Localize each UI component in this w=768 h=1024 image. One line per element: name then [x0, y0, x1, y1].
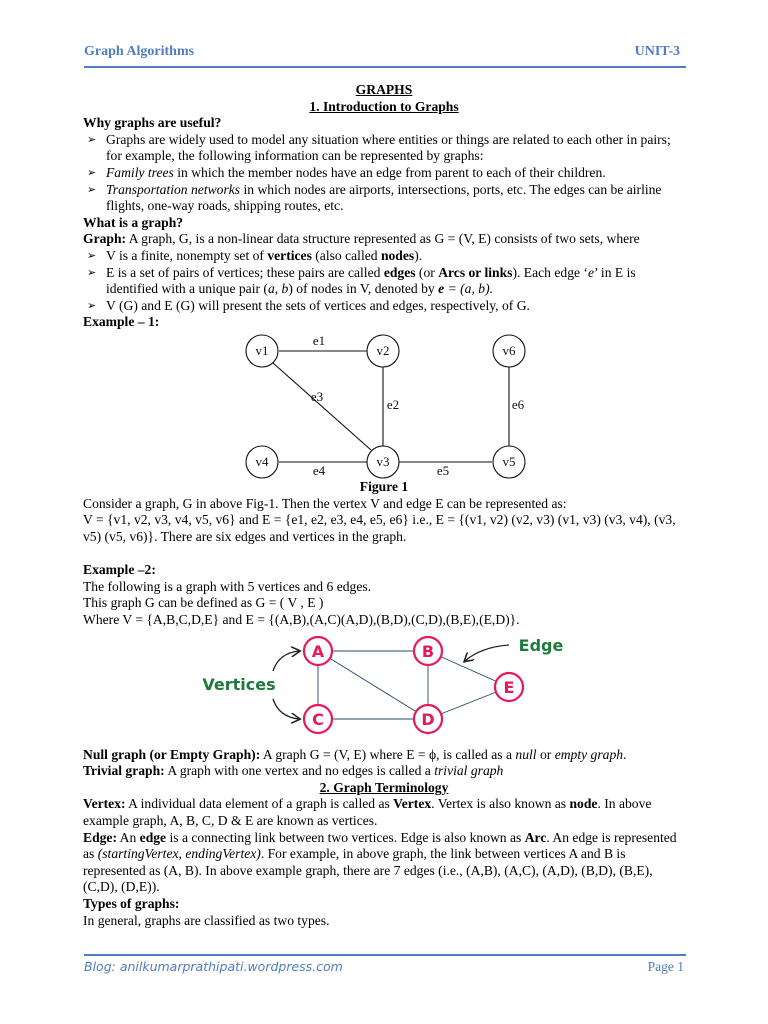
t: Vertex — [393, 796, 432, 812]
t: , — [471, 281, 479, 297]
t: nodes — [380, 247, 415, 263]
why-bullet-3 — [83, 182, 685, 215]
t: vertices — [267, 247, 312, 263]
t: e — [587, 264, 594, 280]
node-label: v2 — [376, 342, 390, 358]
node-label: v3 — [376, 453, 390, 469]
t: (or — [415, 264, 439, 280]
t: V is a finite, nonempty set of — [106, 247, 268, 263]
example-1-heading: Example – 1: — [83, 314, 160, 330]
edge-e3 — [273, 363, 371, 450]
figure-1-caption: Figure 1 — [359, 478, 409, 494]
arrow-bullet-icon: ➢ — [87, 182, 97, 196]
edge-label: e4 — [312, 462, 326, 478]
graph-definition-text: A graph, G, is a non-linear data structure represented as G = (V, E) consists of two sets, where — [126, 231, 640, 247]
t: ). — [414, 247, 423, 263]
node-label: v1 — [255, 342, 269, 358]
t: Arc — [524, 829, 547, 845]
types-text: In general, graphs are classified as two types. — [83, 912, 330, 928]
vertex-definition — [83, 796, 685, 829]
section-terminology-heading: 2. Graph Terminology — [319, 779, 449, 795]
arrow-bullet-icon: ➢ — [87, 248, 97, 262]
t: ). — [485, 281, 493, 297]
t: . For example, in above graph, the link between vertices A and B is represented as (A, B). In above example graph, there are 7 edges (i.e., (A,B), (A,C), (A,D), (B,D), (B,E), (C,D), (D,E)). — [83, 846, 653, 895]
arrow-to-a-icon — [273, 651, 299, 671]
trivial-graph-def — [83, 763, 685, 780]
page-title: GRAPHS — [355, 82, 413, 97]
figure-2-graph — [83, 633, 685, 741]
t: e — [438, 281, 445, 297]
t: edges — [383, 264, 416, 280]
example-2-line-2: This graph G can be defined as G = ( V , E ) — [83, 595, 324, 611]
header-title: Graph Algorithms — [84, 44, 195, 59]
t: Trivial graph: — [83, 763, 165, 779]
t: (startingVertex, endingVertex) — [97, 846, 261, 862]
t: Edge: — [83, 829, 117, 845]
phi-symbol: ϕ — [428, 746, 437, 762]
t: a — [267, 281, 275, 297]
t: or — [536, 746, 555, 762]
edge-label: e1 — [312, 332, 326, 348]
t: a — [464, 281, 472, 297]
node-label: v6 — [502, 342, 516, 358]
node-label: B — [421, 641, 435, 661]
graph-label: Graph: — [83, 231, 127, 247]
def-bullet-1 — [83, 248, 685, 265]
t: node — [569, 796, 598, 812]
arrow-to-c-icon — [273, 699, 299, 719]
edge-ad — [318, 651, 428, 719]
t: E is a set of pairs of vertices; these pairs are called — [106, 264, 384, 280]
footer-page-number: Page 1 — [647, 959, 684, 974]
node-label: v4 — [255, 453, 269, 469]
node-label: C — [312, 709, 324, 729]
arrow-bullet-icon: ➢ — [87, 132, 97, 146]
why-bullet-1 — [83, 132, 685, 165]
edge-label: e5 — [436, 462, 450, 478]
t: Arcs or links — [438, 264, 513, 280]
example-2-line-1: The following is a graph with 5 vertices and 6 edges. — [83, 578, 372, 594]
t: A graph G = (V, E) where E = — [260, 746, 429, 762]
spacer — [83, 545, 685, 562]
what-heading: What is a graph? — [83, 214, 184, 230]
vertices-label: Vertices — [202, 674, 276, 694]
t: V (G) and E (G) will present the sets of vertices and edges, respectively, of G. — [106, 297, 530, 313]
footer-blog: Blog: anilkumarprathipati.wordpress.com — [84, 959, 343, 974]
section-intro-heading: 1. Introduction to Graphs — [309, 98, 459, 114]
t: (also called — [311, 247, 381, 263]
t: = ( — [444, 281, 465, 297]
node-label: v5 — [502, 453, 516, 469]
family-trees-term: Family trees — [106, 164, 174, 180]
def-bullet-3 — [83, 298, 685, 315]
figure-1-sets: V = {v1, v2, v3, v4, v5, v6} and E = {e1, e2, e3, e4, e5, e6} i.e., E = {(v1, v2) (v2, v3) (v1, v3) (v3, v4), (v3, v5) (v5, v6)}. There are six edges and vertices in the graph. — [83, 512, 676, 544]
t: b — [478, 281, 486, 297]
t: , is called as a — [436, 746, 516, 762]
example-2-line-3: Where V = {A,B,C,D,E} and E = {(A,B),(A,C)(A,D),(B,D),(C,D),(B,E),(E,D)}. — [83, 612, 520, 628]
why-bullet-1-text: Graphs are widely used to model any situation where entities or things are related to each other in pairs; for example, the following information can be represented by graphs: — [106, 131, 671, 164]
edge-label: e3 — [310, 388, 324, 404]
t: Null graph (or Empty Graph): — [83, 746, 261, 762]
arrow-to-edge-icon — [465, 645, 509, 661]
t: , — [274, 281, 282, 297]
t: ’ in E is identified with a unique pair ( — [106, 264, 636, 297]
node-label: E — [503, 677, 515, 697]
def-bullet-2 — [83, 265, 685, 298]
t: ). Each edge ‘ — [512, 264, 588, 280]
t: Vertex: — [83, 796, 126, 812]
t: A graph with one vertex and no edges is called a — [164, 763, 435, 779]
node-label: D — [421, 709, 435, 729]
why-heading: Why graphs are useful? — [83, 115, 222, 131]
t: A individual data element of a graph is called as — [125, 796, 394, 812]
t: . Vertex is also known as — [431, 796, 570, 812]
why-bullet-3-text: in which nodes are airports, intersections, ports, etc. The edges can be airline flights, one-way roads, shipping routes, etc. — [106, 181, 662, 214]
t: b — [281, 281, 289, 297]
t: null — [515, 746, 537, 762]
why-bullet-2 — [83, 165, 685, 182]
t: trivial graph — [434, 763, 504, 779]
t: . — [623, 746, 627, 762]
footer-rule — [84, 954, 686, 956]
t: An — [116, 829, 140, 845]
t: is a connecting link between two vertices. Edge is also known as — [166, 829, 525, 845]
edge-label: e2 — [386, 396, 400, 412]
header-rule — [84, 66, 686, 68]
edge-definition — [83, 830, 685, 896]
arrow-bullet-icon: ➢ — [87, 165, 97, 179]
edge-callout-label: Edge — [518, 635, 564, 655]
figure-1-graph — [83, 329, 685, 479]
node-label: A — [311, 641, 325, 661]
t: empty graph — [554, 746, 624, 762]
graph-definition — [83, 231, 685, 248]
figure-1-description: Consider a graph, G in above Fig-1. Then the vertex V and edge E can be represented as: — [83, 495, 567, 511]
header-unit: UNIT-3 — [634, 44, 680, 59]
t: . In above example graph, A, B, C, D & E are known as vertices. — [83, 796, 652, 829]
example-2-heading: Example –2: — [83, 562, 156, 578]
t: . An edge is represented as — [83, 829, 677, 862]
t: ) of nodes in V, denoted by — [288, 281, 439, 297]
null-graph-def — [83, 747, 685, 764]
why-bullet-2-text: in which the member nodes have an edge from parent to each of their children. — [173, 164, 606, 180]
arrow-bullet-icon: ➢ — [87, 298, 97, 312]
t: edge — [139, 829, 167, 845]
arrow-bullet-icon: ➢ — [87, 265, 97, 279]
edge-label: e6 — [511, 396, 525, 412]
page-content — [83, 82, 685, 929]
transport-networks-term: Transportation networks — [106, 181, 241, 197]
types-heading: Types of graphs: — [83, 896, 180, 911]
